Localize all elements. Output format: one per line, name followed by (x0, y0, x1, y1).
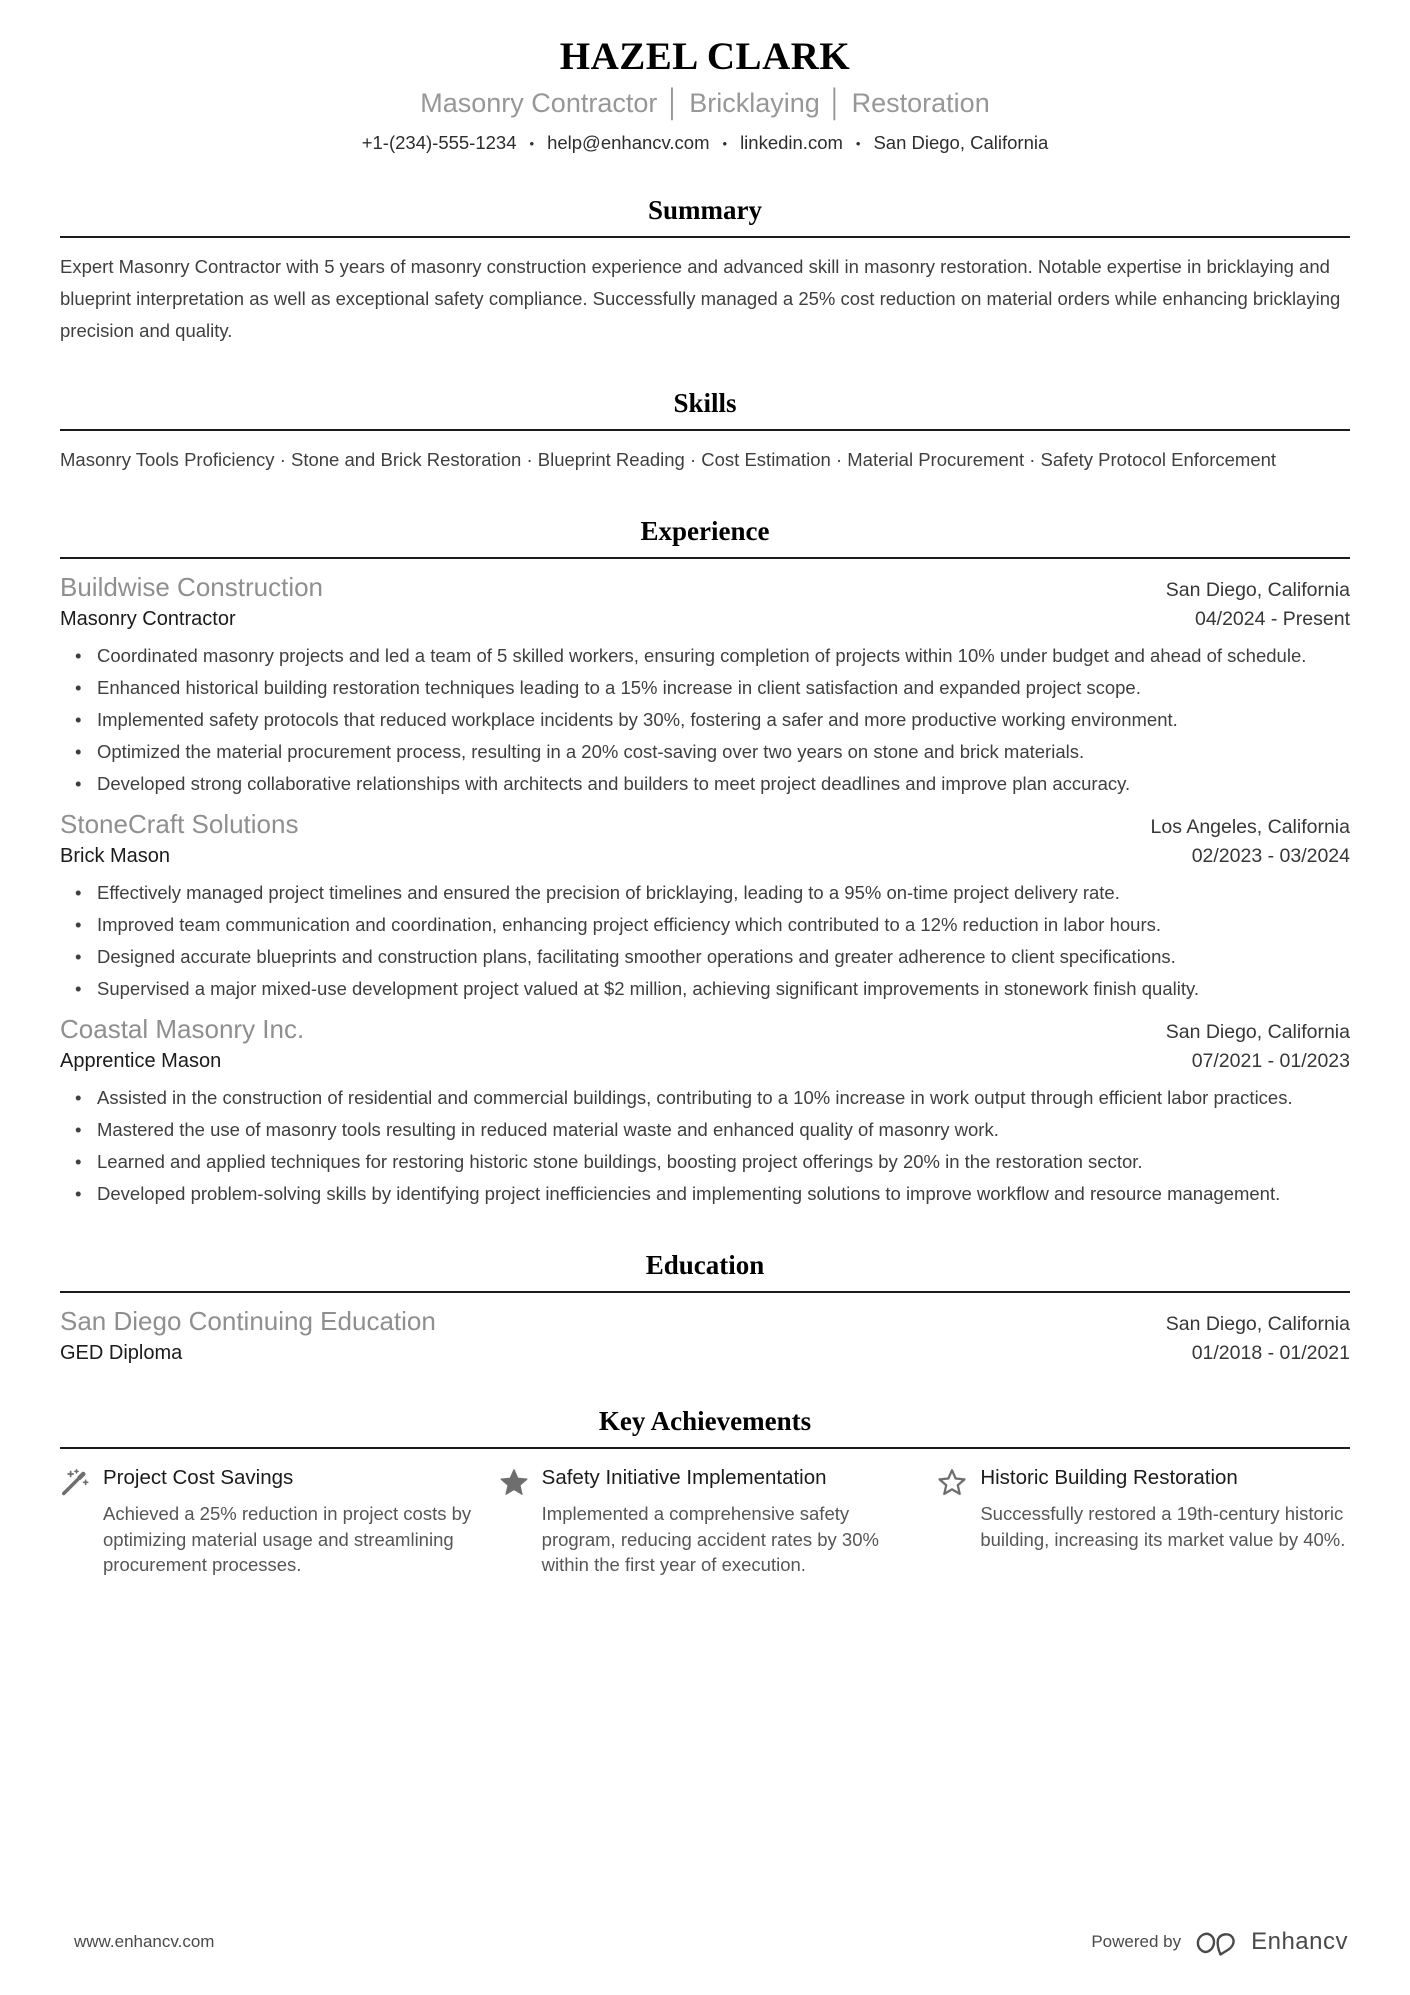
job-bullet: • Supervised a major mixed-use development project valued at $2 million, achieving significant improvements in stonework finish quality. (60, 973, 1350, 1004)
section-divider (60, 429, 1350, 431)
achievement-title: Safety Initiative Implementation (541, 1466, 827, 1489)
skills-heading: Skills (673, 388, 737, 418)
job-bullet: • Designed accurate blueprints and construction plans, facilitating smoother operations and greater adherence to client specifications. (60, 941, 1350, 972)
contact-row (60, 132, 1350, 154)
job-bullet-list (60, 877, 1350, 1004)
job-location: San Diego, California (1165, 579, 1350, 601)
section-divider (60, 1447, 1350, 1449)
experience-entry (60, 572, 1350, 799)
education-header (60, 1306, 1350, 1337)
school-name: San Diego Continuing Education (60, 1306, 436, 1336)
section-divider (60, 1291, 1350, 1293)
candidate-name: HAZEL CLARK (559, 35, 851, 78)
section-divider (60, 236, 1350, 238)
company-name: StoneCraft Solutions (60, 809, 299, 839)
experience-entry (60, 1014, 1350, 1209)
job-role: Masonry Contractor (60, 608, 236, 630)
company-name: Buildwise Construction (60, 572, 324, 602)
job-subheader (60, 1050, 1350, 1073)
job-bullet: • Mastered the use of masonry tools resulting in reduced material waste and enhanced quality of masonry work. (60, 1114, 1350, 1145)
job-bullet: • Developed strong collaborative relationships with architects and builders to meet project deadlines and improve plan accuracy. (60, 768, 1350, 799)
school-location: San Diego, California (1165, 1313, 1350, 1335)
achievements-grid (60, 1466, 1350, 1578)
job-header (60, 572, 1350, 603)
section-education (60, 1250, 1350, 1365)
achievements-heading: Key Achievements (598, 1406, 812, 1436)
candidate-title: Masonry Contractor │ Bricklaying │ Restoration (420, 88, 990, 118)
star-outline-icon (937, 1467, 967, 1497)
job-role: Apprentice Mason (60, 1050, 222, 1072)
achievement-title: Historic Building Restoration (980, 1466, 1238, 1489)
job-bullet-list (60, 1082, 1350, 1209)
enhancv-logo-icon (1192, 1925, 1240, 1959)
job-bullet: • Assisted in the construction of residential and commercial buildings, contributing to a 10% increase in work output through efficient labor practices. (60, 1082, 1350, 1113)
section-experience (60, 516, 1350, 1209)
achievement-item (937, 1466, 1350, 1578)
job-subheader (60, 608, 1350, 631)
summary-heading: Summary (648, 195, 762, 225)
job-bullet: • Enhanced historical building restoration techniques leading to a 15% increase in client satisfaction and expanded project scope. (60, 672, 1350, 703)
page-footer (74, 1925, 1348, 1959)
brand-name: Enhancv (1251, 1928, 1348, 1955)
section-skills (60, 388, 1350, 475)
contact-website: linkedin.com (740, 132, 843, 153)
job-location: San Diego, California (1165, 1021, 1350, 1043)
experience-heading: Experience (640, 516, 770, 546)
job-dates: 02/2023 - 03/2024 (1191, 845, 1350, 867)
job-bullet: • Implemented safety protocols that reduced workplace incidents by 30%, fostering a safer and more productive working environment. (60, 704, 1350, 735)
experience-entry (60, 809, 1350, 1004)
job-bullet: • Developed problem-solving skills by identifying project inefficiencies and implementing solutions to improve workflow and resource management. (60, 1178, 1350, 1209)
contact-separator: • (529, 135, 535, 151)
summary-text: Expert Masonry Contractor with 5 years of masonry construction experience and advanced skill in masonry restoration. Notable expertise in bricklaying and blueprint interpretation as well as exceptional safety compliance. Successfully managed a 25% cost reduction on material orders while enhancing bricklaying precision and quality. (60, 256, 1341, 341)
achievement-content (980, 1466, 1350, 1552)
contact-email: help@enhancv.com (547, 132, 710, 153)
powered-by-block (1091, 1925, 1348, 1959)
job-bullet: • Effectively managed project timelines and ensured the precision of bricklaying, leading to a 95% on-time project delivery rate. (60, 877, 1350, 908)
company-name: Coastal Masonry Inc. (60, 1014, 305, 1044)
section-summary (60, 195, 1350, 347)
degree-name: GED Diploma (60, 1342, 183, 1364)
resume-header (60, 34, 1350, 154)
job-dates: 04/2024 - Present (1194, 608, 1350, 630)
section-divider (60, 557, 1350, 559)
job-bullet: • Learned and applied techniques for restoring historic stone buildings, boosting project offerings by 20% in the restoration sector. (60, 1146, 1350, 1177)
footer-website: www.enhancv.com (74, 1932, 215, 1951)
skills-list: Masonry Tools Proficiency · Stone and Brick Restoration · Blueprint Reading · Cost Estimation · Material Procurement · Safety Protocol Enforcement (60, 449, 1277, 470)
job-bullet: • Optimized the material procurement process, resulting in a 20% cost-saving over two years on stone and brick materials. (60, 736, 1350, 767)
achievement-text: Successfully restored a 19th-century historic building, increasing its market value by 40%. (980, 1503, 1346, 1550)
job-bullet: • Improved team communication and coordination, enhancing project efficiency which contributed to a 12% reduction in labor hours. (60, 909, 1350, 940)
job-location: Los Angeles, California (1150, 816, 1350, 838)
job-role: Brick Mason (60, 845, 171, 867)
star-filled-icon (499, 1467, 529, 1497)
job-header (60, 1014, 1350, 1045)
achievement-item (60, 1466, 473, 1578)
education-heading: Education (645, 1250, 765, 1280)
contact-location: San Diego, California (873, 132, 1049, 153)
education-subheader (60, 1342, 1350, 1365)
powered-by-label: Powered by (1091, 1932, 1182, 1951)
education-entry (60, 1306, 1350, 1365)
achievement-text: Implemented a comprehensive safety program, reducing accident rates by 30% within the first year of execution. (541, 1503, 879, 1575)
job-dates: 07/2021 - 01/2023 (1191, 1050, 1350, 1072)
contact-separator: • (722, 135, 728, 151)
achievement-text: Achieved a 25% reduction in project costs by optimizing material usage and streamlining procurement processes. (103, 1503, 472, 1575)
contact-separator: • (855, 135, 861, 151)
contact-phone: +1-(234)-555-1234 (361, 132, 517, 153)
achievement-item (499, 1466, 912, 1578)
job-subheader (60, 845, 1350, 868)
section-achievements (60, 1406, 1350, 1578)
achievement-title: Project Cost Savings (103, 1466, 294, 1489)
education-dates: 01/2018 - 01/2021 (1191, 1342, 1350, 1364)
job-bullet-list (60, 640, 1350, 799)
achievement-content (103, 1466, 473, 1578)
magic-wand-icon (60, 1467, 90, 1497)
job-bullet: • Coordinated masonry projects and led a team of 5 skilled workers, ensuring completion of projects within 10% under budget and ahead of schedule. (60, 640, 1350, 671)
job-header (60, 809, 1350, 840)
achievement-content (542, 1466, 912, 1578)
